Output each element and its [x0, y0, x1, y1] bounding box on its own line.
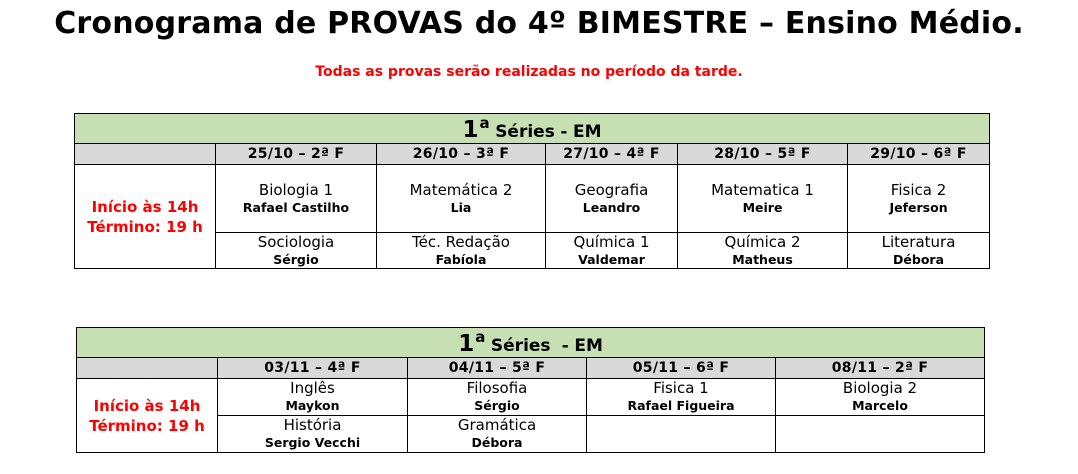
schedule-table-2 [76, 327, 985, 453]
time-cell [77, 379, 218, 453]
series-label: Séries [490, 336, 551, 356]
exam-cell [546, 165, 678, 233]
exam-cell [408, 416, 587, 453]
exam-cell [546, 233, 678, 269]
exam-cell [587, 416, 776, 453]
exam-cell [848, 165, 990, 233]
teacher: Leandro [582, 199, 641, 215]
exam-cell [776, 379, 985, 416]
header-dash: - [560, 122, 568, 142]
level-label: EM [574, 336, 603, 356]
teacher: Rafael Figueira [627, 398, 735, 413]
teacher: Marcelo [852, 398, 908, 413]
start-time: Início às 14h [93, 396, 201, 415]
teacher: Jeferson [889, 199, 948, 215]
subject: Química 2 [724, 232, 801, 251]
header-dash: - [561, 336, 569, 356]
date-header: 28/10 – 5ª F [678, 144, 848, 165]
exam-cell [678, 165, 848, 233]
subject: Inglês [290, 379, 335, 397]
date-header: 03/11 – 4ª F [218, 358, 408, 379]
teacher: Maykon [285, 398, 340, 413]
time-cell [75, 165, 216, 269]
subject: Filosofia [466, 379, 528, 397]
table-header-row [77, 328, 985, 358]
subject: Biologia 2 [842, 379, 918, 397]
blank-corner [75, 144, 216, 165]
exam-cell [218, 416, 408, 453]
exam-cell [678, 233, 848, 269]
date-header: 27/10 – 4ª F [546, 144, 678, 165]
exam-cell [848, 233, 990, 269]
date-header: 29/10 – 6ª F [848, 144, 990, 165]
subject: Literatura [881, 232, 956, 251]
exam-cell [776, 416, 985, 453]
page-subtitle: Todas as provas serão realizadas no período da tarde. [315, 64, 743, 80]
end-time: Término: 19 h [89, 416, 205, 435]
subject: História [283, 416, 342, 434]
subject: Téc. Redação [412, 232, 510, 251]
date-row [75, 144, 990, 165]
start-time: Início às 14h [91, 197, 199, 216]
subject: Fisica 1 [653, 379, 709, 397]
table-header [75, 114, 990, 144]
exam-cell [587, 379, 776, 416]
schedule-table-1 [74, 113, 990, 269]
teacher: Valdemar [578, 251, 645, 267]
subject: Gramática [457, 416, 537, 434]
date-header: 26/10 – 3ª F [377, 144, 546, 165]
teacher: Matheus [732, 251, 793, 267]
date-header: 04/11 – 5ª F [408, 358, 587, 379]
table-header-row [75, 114, 990, 144]
subject: Matematica 1 [711, 180, 814, 199]
grade-number: 1 [458, 331, 475, 357]
teacher: Sérgio [474, 398, 520, 413]
subject: Geografia [574, 180, 649, 199]
subject: Sociologia [257, 232, 335, 251]
teacher: Fabíola [435, 251, 487, 267]
grade-superscript: a [479, 114, 490, 132]
date-row [77, 358, 985, 379]
blank-corner [77, 358, 218, 379]
exam-cell [218, 379, 408, 416]
exam-row [75, 165, 990, 233]
subject: Biologia 1 [258, 180, 334, 199]
page-title: Cronograma de PROVAS do 4º BIMESTRE – Ensino Médio. [54, 6, 1024, 41]
teacher: Débora [893, 251, 945, 267]
table-header [77, 328, 985, 358]
grade-number: 1 [462, 117, 479, 143]
teacher: Meire [742, 199, 783, 215]
level-label: EM [573, 122, 602, 142]
teacher: Sérgio [273, 251, 319, 267]
series-label: Séries [495, 122, 555, 142]
teacher: Rafael Castilho [242, 199, 350, 215]
exam-cell [377, 165, 546, 233]
exam-cell [377, 233, 546, 269]
exam-cell [216, 165, 377, 233]
teacher: Lia [450, 199, 472, 215]
exam-cell [216, 233, 377, 269]
exam-cell [408, 379, 587, 416]
grade-superscript: a [475, 328, 486, 346]
subject: Fisica 2 [890, 180, 947, 199]
subject: Química 1 [573, 232, 650, 251]
teacher: Sergio Vecchi [264, 435, 361, 450]
date-header: 25/10 – 2ª F [216, 144, 377, 165]
exam-row [77, 379, 985, 416]
subject: Matemática 2 [409, 180, 513, 199]
teacher: Débora [471, 435, 523, 450]
end-time: Término: 19 h [87, 217, 203, 236]
date-header: 08/11 – 2ª F [776, 358, 985, 379]
date-header: 05/11 – 6ª F [587, 358, 776, 379]
